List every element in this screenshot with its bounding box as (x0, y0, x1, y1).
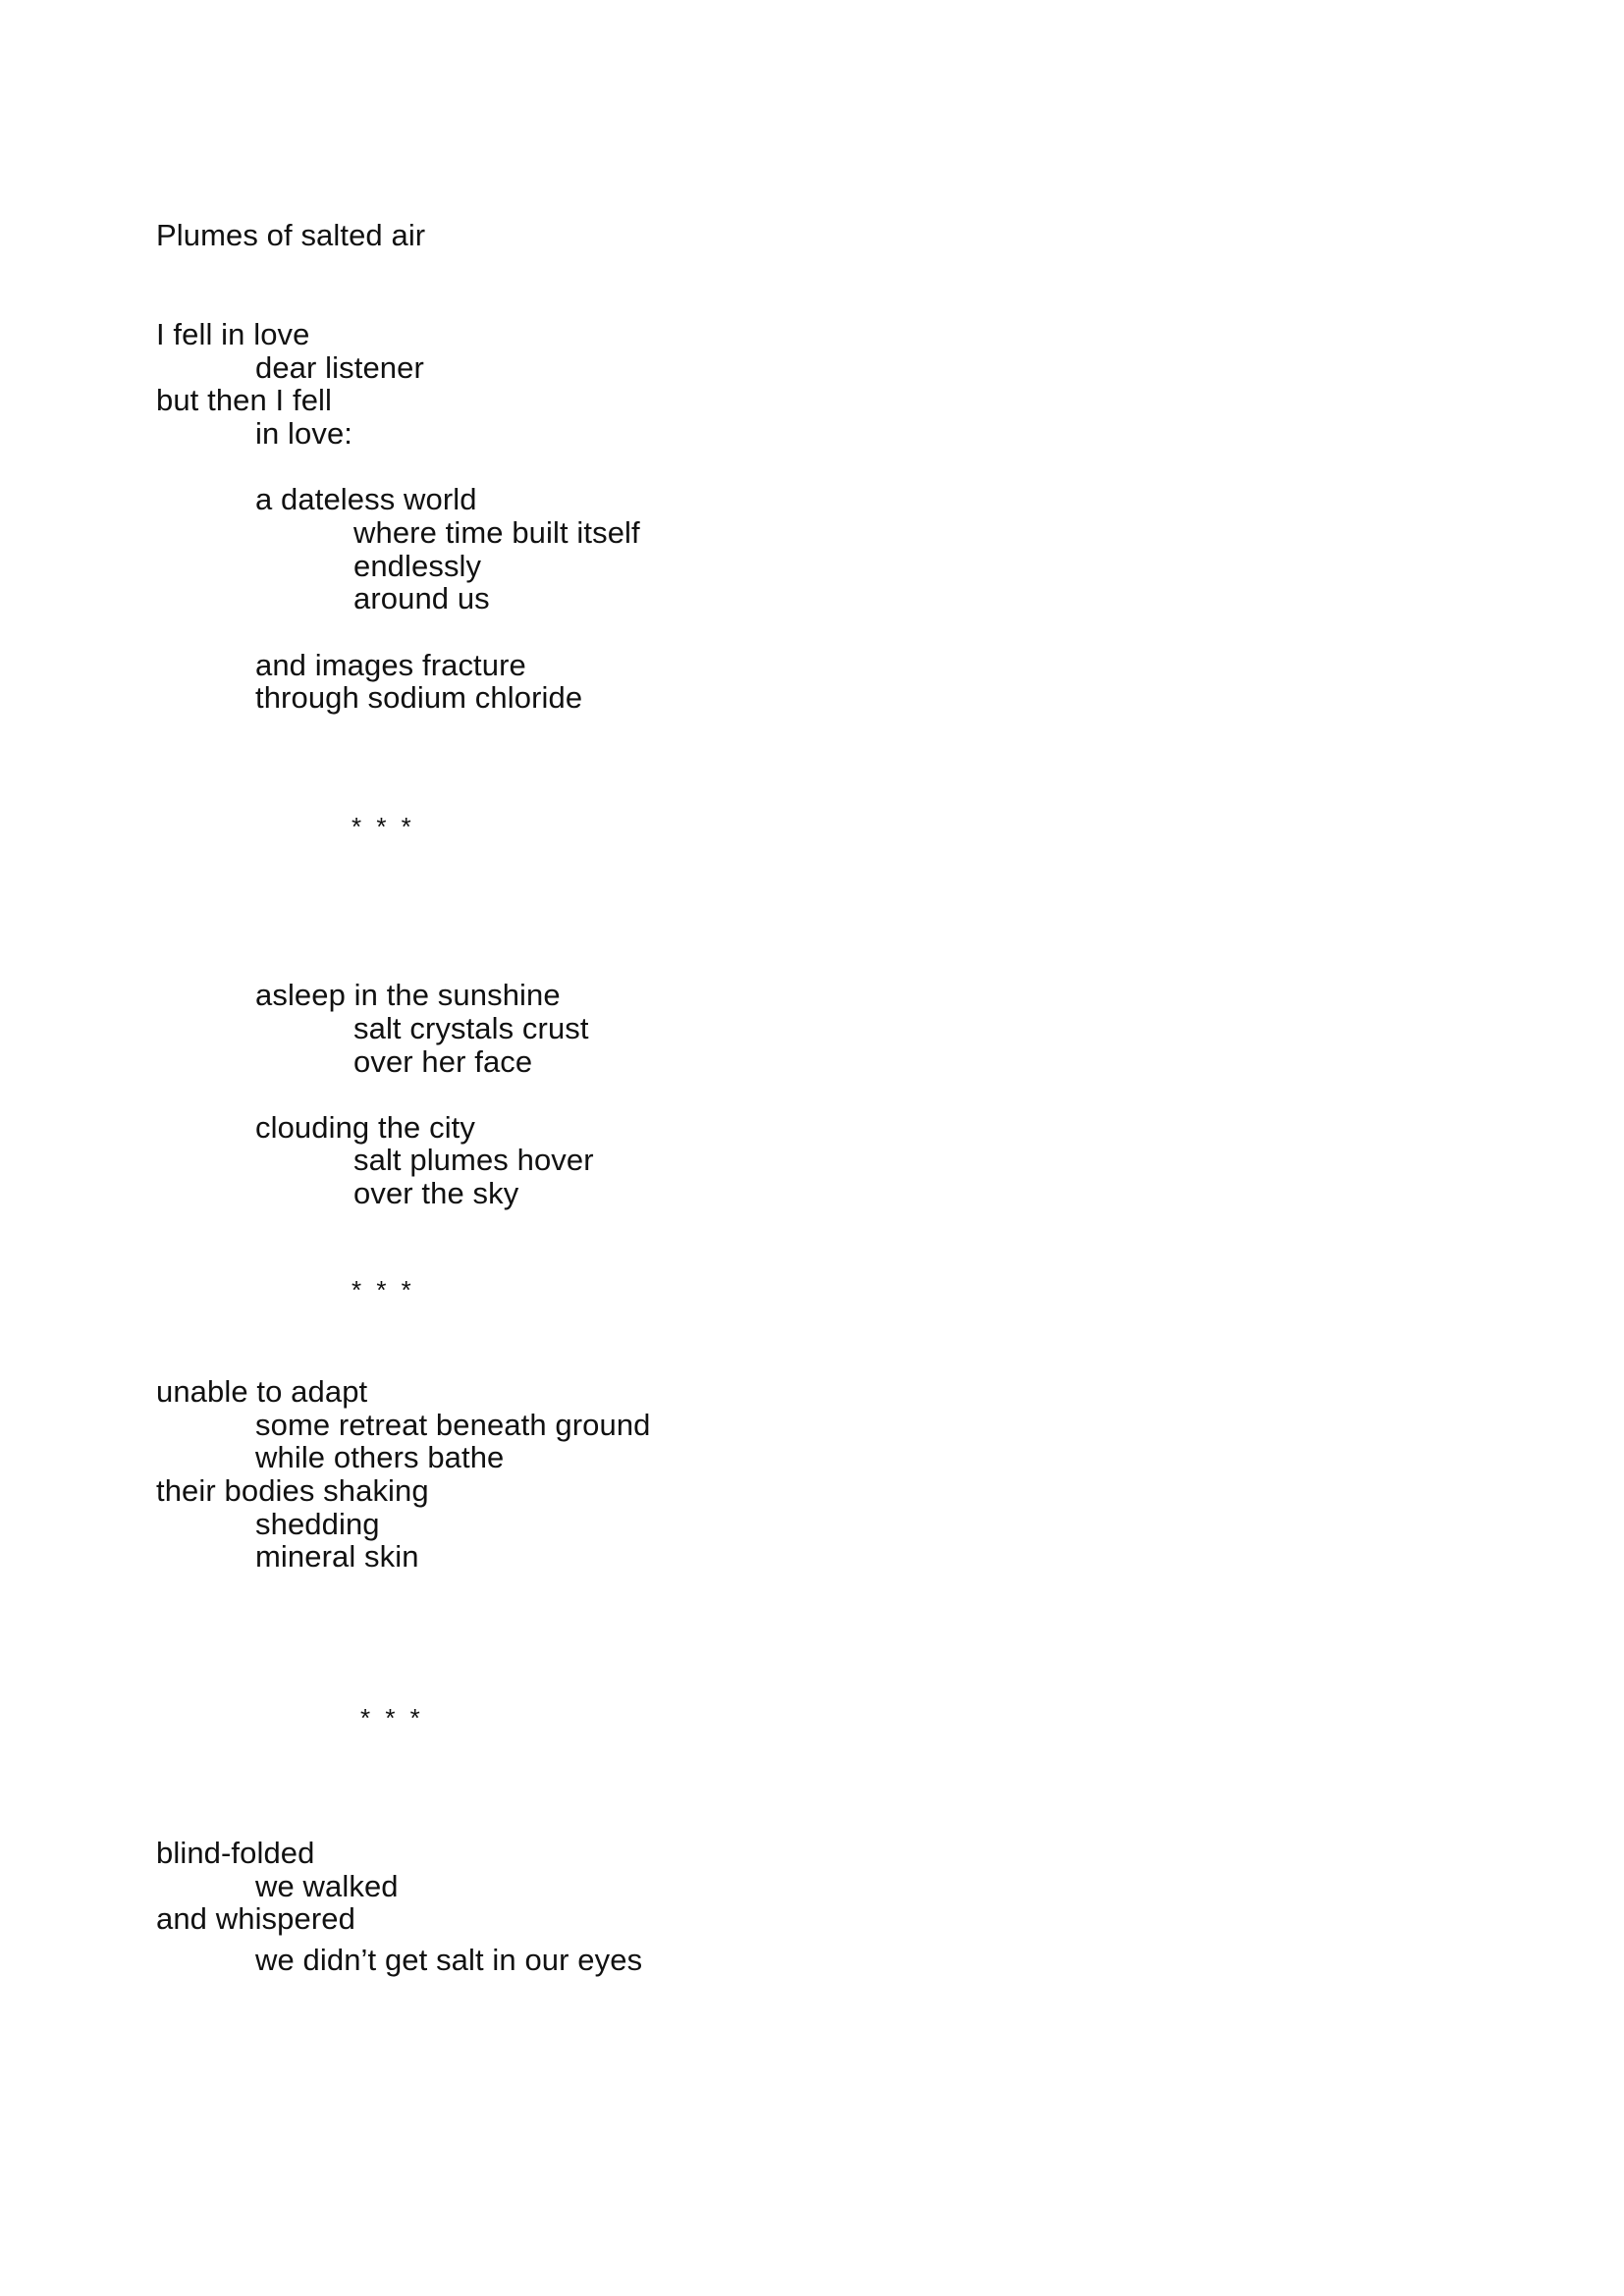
poem-line: we didn’t get salt in our eyes (255, 1943, 643, 1977)
poem-line: endlessly (353, 549, 482, 583)
poem-line: over the sky (353, 1176, 519, 1210)
poem-line: mineral skin (255, 1539, 419, 1574)
poem-line: around us (353, 581, 490, 615)
poem-line: over her face (353, 1044, 533, 1079)
poem-line: a dateless world (255, 482, 477, 516)
poem-line: but then I fell (156, 383, 333, 417)
poem-line: dear listener (255, 350, 424, 385)
poem-line: unable to adapt (156, 1374, 368, 1409)
poem-line: some retreat beneath ground (255, 1408, 651, 1442)
poem-line: where time built itself (353, 515, 640, 550)
poem-line: clouding the city (255, 1110, 475, 1145)
poem-line: salt plumes hover (353, 1143, 594, 1177)
poem-line: salt crystals crust (353, 1011, 589, 1045)
poem-line: and whispered (156, 1901, 355, 1936)
poem-line: their bodies shaking (156, 1473, 429, 1508)
poem-line: asleep in the sunshine (255, 978, 561, 1012)
poem-line: through sodium chloride (255, 680, 583, 715)
poem-line: while others bathe (255, 1440, 505, 1474)
section-separator: * * * (352, 812, 415, 841)
poem-line: and images fracture (255, 648, 526, 682)
poem-line: shedding (255, 1507, 380, 1541)
poem-title: Plumes of salted air (156, 218, 426, 252)
section-separator: * * * (360, 1703, 424, 1733)
poem-line: we walked (255, 1869, 399, 1903)
poem-line: in love: (255, 416, 353, 451)
poem-line: I fell in love (156, 317, 310, 351)
poem-line: blind-folded (156, 1836, 315, 1870)
section-separator: * * * (352, 1275, 415, 1305)
